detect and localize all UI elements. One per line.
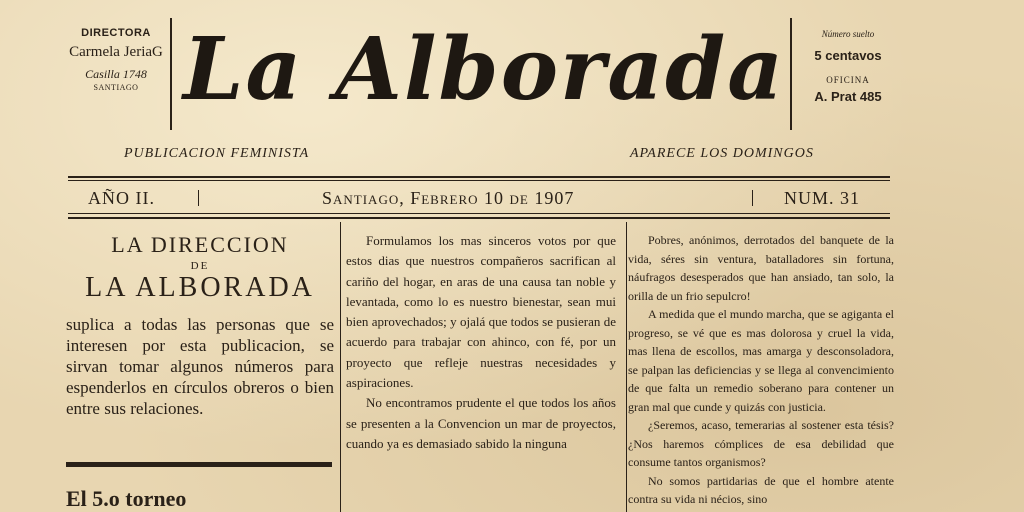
price-label: Número suelto bbox=[821, 29, 875, 39]
dateline-sep-1 bbox=[198, 190, 199, 206]
oficina-label: OFICINA bbox=[826, 75, 870, 85]
dateline-date: Santiago, Febrero 10 de 1907 bbox=[322, 188, 575, 208]
dateline-bottom-rule bbox=[68, 217, 890, 219]
article-direccion-body: suplica a todas las personas que se interesen por esta publicacion, se sirvan tomar algunos números para espenderlos en círculos obreros o bien entre sus relaciones. bbox=[66, 315, 334, 418]
article-direccion-title bbox=[66, 232, 334, 304]
column-3-paragraph-3: ¿Seremos, acaso, temerarias al sostener esta tésis? ¿Nos haremos cómplices de esa debilidad que consume tantos organismos? bbox=[628, 418, 894, 469]
article-separator-rule bbox=[66, 462, 332, 467]
dateline-bottom-rule-thin bbox=[68, 213, 890, 214]
directora-box bbox=[60, 28, 172, 92]
article-column-2 bbox=[346, 231, 616, 454]
title-line-1: LA DIRECCION bbox=[111, 232, 289, 257]
header-divider-left bbox=[170, 18, 172, 130]
price-box bbox=[796, 30, 900, 103]
subtitle-left: PUBLICACION FEMINISTA bbox=[124, 146, 310, 161]
column-separator-2 bbox=[626, 222, 627, 512]
column-separator-1 bbox=[340, 222, 341, 512]
dateline-top-rule-thin bbox=[68, 180, 890, 181]
column-3-paragraph-2: A medida que el mundo marcha, que se agiganta el progreso, se vé que es mas dolorosa y cruel la vida, mas llena de escollos, mas amarga y desconsoladora, se palpan las deficiencias y se llega al convencimiento de que falta un remedio soberano para contener un gran mal que cunde y quizás con justicia. bbox=[628, 307, 894, 414]
casilla-number: Casilla 1748 bbox=[85, 67, 147, 81]
column-2-paragraph-1: Formulamos los mas sinceros votos por que estos dias que nuestros compañeros sacrifican al cariño del hogar, en aras de una causa tan noble y levantada, como lo es nuestro bienestar, sean mui bien aprovechados; y ojalá que todos se pusieran de acuerdo para trabajar con ahinco, con fé, por un proyecto que refleje nuestras necesidades y aspiraciones. bbox=[346, 233, 616, 391]
dateline-year: AÑO II. bbox=[88, 188, 155, 208]
city-name: SANTIAGO bbox=[93, 83, 139, 92]
masthead-title: La Alborada bbox=[183, 19, 785, 120]
dateline-top-rule bbox=[68, 176, 890, 178]
column-3-paragraph-1: Pobres, anónimos, derrotados del banquete de la vida, séres sin ventura, batalladores sin fortuna, náufragos desesperados que han ansiado, tan solo, la orilla de un frio sepulcro! bbox=[628, 233, 894, 303]
price-value: 5 centavos bbox=[814, 48, 882, 63]
title-line-3: LA ALBORADA bbox=[85, 272, 315, 303]
next-article-heading: El 5.o torneo bbox=[66, 486, 187, 511]
column-2-paragraph-2: No encontramos prudente el que todos los años se presenten a la Convencion un mar de proyectos, cuando ya es demasiado sabido la ninguna bbox=[346, 395, 616, 451]
directora-name: Carmela JeriaG bbox=[69, 44, 163, 60]
dateline-number: NUM. 31 bbox=[784, 188, 861, 208]
header-divider-right bbox=[790, 18, 792, 130]
column-3-paragraph-4: No somos partidarias de que el hombre atente contra su vida ni nécios, sino bbox=[628, 473, 894, 506]
title-line-2: DE bbox=[190, 260, 210, 272]
directora-label: DIRECTORA bbox=[81, 27, 151, 39]
subtitle-right: APARECE LOS DOMINGOS bbox=[630, 146, 814, 161]
dateline-sep-2 bbox=[752, 190, 753, 206]
oficina-address: A. Prat 485 bbox=[814, 89, 882, 104]
article-column-3 bbox=[628, 231, 894, 509]
article-direccion bbox=[66, 232, 334, 419]
